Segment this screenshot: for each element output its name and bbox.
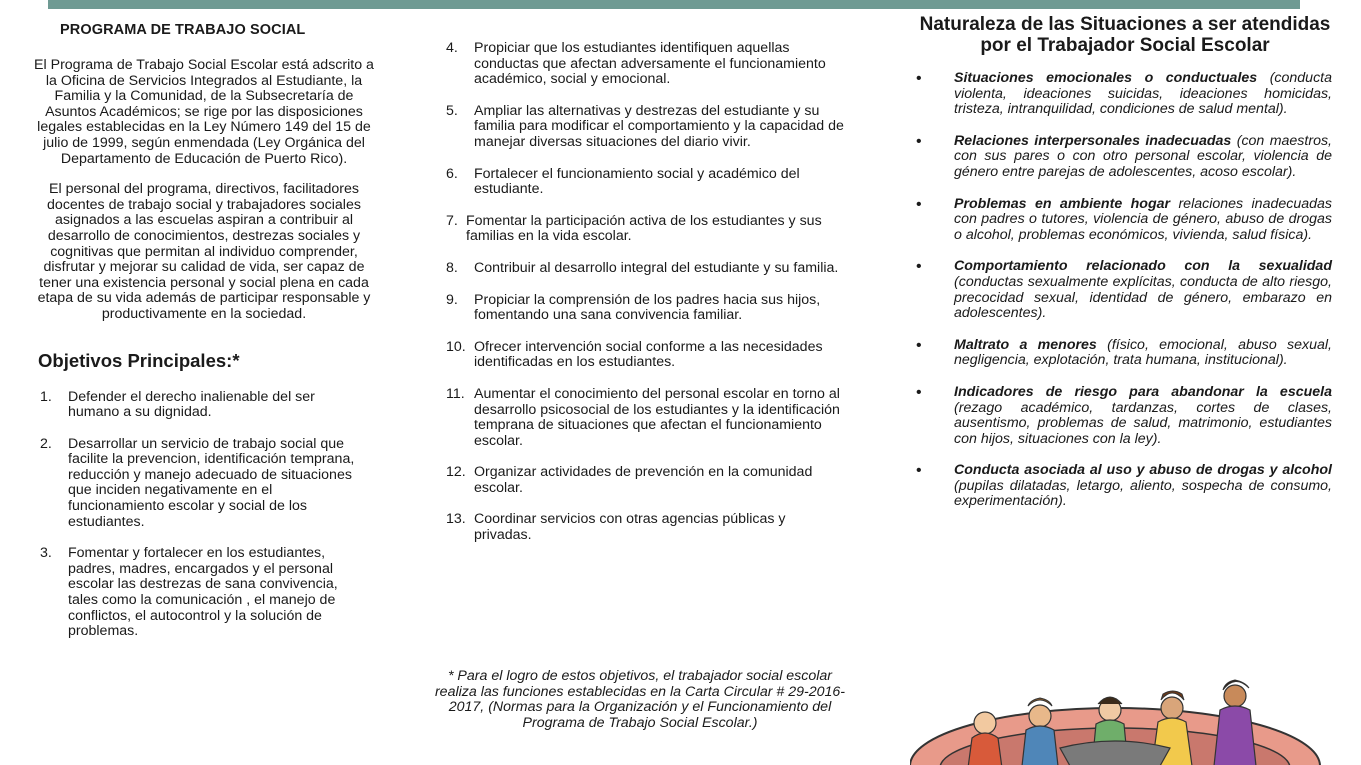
- situation-heading: Situaciones emocionales o conductuales: [954, 70, 1258, 86]
- situation-heading: Conducta asociada al uso y abuso de drogas y alcohol: [954, 462, 1332, 479]
- objective-text: Fomentar y fortalecer en los estudiantes, padres, madres, encargados y el personal escolar las destrezas de sana convivencia, tales como la comunicación , el manejo de conflictos, el autocontrol y la solución de problemas.: [68, 545, 338, 640]
- objective-number: 6.: [446, 165, 458, 182]
- objective-text: Aumentar el conocimiento del personal escolar en torno al desarrollo psicosocial de los estudiantes y la identificación temprana de situaciones que afectan el funcionamiento escolar.: [474, 385, 840, 449]
- situation-item: [910, 463, 1340, 510]
- objective-item: [446, 387, 856, 449]
- objective-text: Fortalecer el funcionamiento social y académico del estudiante.: [474, 165, 800, 198]
- objective-item: [446, 41, 856, 88]
- objective-item: [446, 465, 856, 496]
- objective-item: [34, 546, 374, 640]
- objective-text: Defender el derecho inalienable del ser humano a su dignidad.: [68, 388, 315, 421]
- situation-heading: Comportamiento relacionado con la sexualidad: [954, 258, 1332, 275]
- situation-heading: Maltrato a menores: [954, 336, 1097, 353]
- bullet-icon: •: [916, 383, 922, 401]
- objective-number: 3.: [40, 545, 52, 562]
- situation-item: [910, 134, 1340, 181]
- situation-detail: relaciones inadecuadas con padres o tutores, violencia de género, abuso de drogas o alcohol, problemas económicos, vivienda, salud física).: [954, 195, 1332, 243]
- objective-number: 7.: [446, 212, 458, 229]
- column-objectives-continued: [446, 41, 856, 560]
- objective-text: Organizar actividades de prevención en la comunidad escolar.: [474, 464, 813, 496]
- situation-heading: Indicadores de riesgo para abandonar la escuela: [954, 383, 1332, 400]
- objectives-title: Objetivos Principales:*: [38, 349, 240, 371]
- objective-item: [446, 512, 856, 543]
- situations-list: [910, 71, 1340, 510]
- objective-number: 2.: [40, 435, 52, 452]
- objective-item: [34, 437, 374, 531]
- objective-text: Propiciar la comprensión de los padres hacia sus hijos, fomentando una sana convivencia familiar.: [474, 291, 821, 324]
- objective-item: [446, 340, 856, 371]
- bullet-icon: •: [916, 258, 922, 276]
- situation-detail: (físico, emocional, abuso sexual, negligencia, explotación, trata humana, institucional).: [954, 336, 1332, 369]
- situations-title: Naturaleza de las Situaciones a ser atendidas por el Trabajador Social Escolar: [919, 14, 1331, 56]
- objective-text: Ofrecer intervención social conforme a las necesidades identificadas en los estudiantes.: [474, 338, 823, 371]
- objectives-list-part1: [34, 390, 374, 640]
- situation-item: [910, 259, 1340, 321]
- objective-text: Desarrollar un servicio de trabajo social que facilite la prevencion, identificación temprana, reducción y manejo adecuado de situaciones que inciden negativamente en el funcionamiento escolar y social de los estudiantes.: [68, 435, 355, 530]
- situation-item: [910, 385, 1340, 447]
- objective-number: 13.: [446, 511, 466, 528]
- bullet-icon: •: [916, 336, 922, 354]
- objective-text: Fomentar la participación activa de los estudiantes y sus familias en la vida escolar.: [466, 212, 822, 245]
- top-accent-bar: [48, 0, 1300, 9]
- situation-detail: (rezago académico, tardanzas, cortes de clases, ausentismo, problemas de salud, matrimonio, estudiantes con hijos, situaciones con la ley).: [954, 399, 1332, 447]
- objective-number: 9.: [446, 291, 458, 308]
- situation-detail: (conducta violenta, ideaciones suicidas, ideaciones homicidas, tristeza, intranquilidad, condiciones de salud mental).: [954, 70, 1332, 118]
- objective-item: [446, 167, 856, 198]
- column-situations: [910, 14, 1340, 526]
- objective-number: 4.: [446, 40, 458, 56]
- objective-number: 11.: [446, 385, 465, 402]
- objective-item: [446, 214, 856, 245]
- situation-heading: Relaciones interpersonales inadecuadas: [954, 132, 1232, 149]
- bullet-icon: •: [916, 132, 922, 150]
- bullet-icon: •: [916, 70, 922, 87]
- program-personnel-description: El personal del programa, directivos, facilitadores docentes de trabajo social y trabajadores sociales asignados a las escuelas aspiran a contribuir al desarrollo de conocimientos, destrezas sociales y cognitivas que permitan al individuo comprender, disfrutar y mejorar su calidad de vida, ser capaz de tener una existencia personal y social plena en cada etapa de su vida además de participar responsable y productivamente en la sociedad.: [37, 181, 371, 322]
- situation-detail: (con maestros, con sus pares o con otro personal escolar, violencia de género entre parejas de adolescentes, acoso escolar).: [954, 132, 1332, 180]
- program-title: PROGRAMA DE TRABAJO SOCIAL: [60, 22, 306, 38]
- objective-text: Propiciar que los estudiantes identifiquen aquellas conductas que afectan adversamente el funcionamiento académico, social y emocional.: [474, 40, 826, 88]
- group-meeting-illustration: [910, 678, 1330, 765]
- situation-item: [910, 338, 1340, 369]
- objective-text: Contribuir al desarrollo integral del estudiante y su familia.: [474, 259, 839, 276]
- objective-item: [446, 104, 856, 151]
- bullet-icon: •: [916, 462, 922, 480]
- objective-item: [34, 390, 374, 421]
- objective-item: [446, 261, 856, 277]
- bullet-icon: •: [916, 195, 922, 213]
- program-description: El Programa de Trabajo Social Escolar está adscrito a la Oficina de Servicios Integrados al Estudiante, la Familia y la Comunidad, de la Subsecretaría de Asuntos Académicos; se rige por las disposiciones legales establecidas en la Ley Número 149 del 15 de julio de 1999, según enmendada (Ley Orgánica del Departamento de Educación de Puerto Rico).: [34, 57, 374, 167]
- objectives-footnote: * Para el logro de estos objetivos, el trabajador social escolar realiza las funciones establecidas en la Carta Circular # 29-2016-2017, (Normas para la Organización y el Funcionamiento del Programa de Trabajo Social Escolar.): [434, 668, 846, 731]
- objective-item: [446, 293, 856, 324]
- objective-number: 1.: [40, 388, 52, 405]
- objective-text: Coordinar servicios con otras agencias públicas y privadas.: [474, 511, 786, 544]
- situation-heading: Problemas en ambiente hogar: [954, 195, 1171, 212]
- situation-detail: (conductas sexualmente explícitas, conducta de alto riesgo, precocidad sexual, identidad de género, embarazo en adolescentes).: [954, 273, 1332, 322]
- objective-number: 5.: [446, 102, 458, 119]
- column-program: [34, 22, 374, 656]
- objective-number: 8.: [446, 259, 458, 276]
- situation-item: [910, 197, 1340, 244]
- situation-item: [910, 71, 1340, 118]
- situation-detail: (pupilas dilatadas, letargo, aliento, sospecha de consumo, experimentación).: [954, 477, 1332, 510]
- objective-number: 12.: [446, 464, 466, 481]
- objective-number: 10.: [446, 338, 466, 355]
- objective-text: Ampliar las alternativas y destrezas del estudiante y su familia para modificar el comportamiento y la capacidad de manejar diversas situaciones del diario vivir.: [474, 102, 844, 150]
